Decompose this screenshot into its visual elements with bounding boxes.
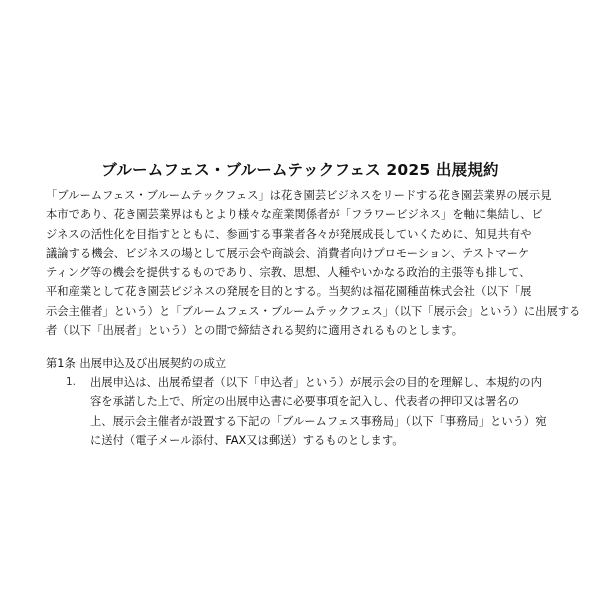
clause-body: [90, 373, 547, 450]
intro-line: 本市であり、花き園芸業界はもとより様々な産業関係者が「フラワービジネス」を軸に集結し、ビ: [46, 208, 543, 222]
clause-line: 容を承諾した上で、所定の出展申込書に必要事項を記入し、代表者の押印又は署名の: [90, 395, 520, 409]
clause-line: 出展申込は、出展希望者（以下「申込者」という）が展示会の目的を理解し、本規約の内: [90, 376, 542, 389]
clause-number: 1.: [66, 376, 77, 388]
clause-line: 上、展示会主催者が設置する下記の「ブルームフェス事務局」（以下「事務局」という）宛: [90, 414, 547, 428]
intro-line: 議論する機会、ビジネスの場として展示会や商談会、消費者向けプロモーション、テストマーケ: [46, 246, 530, 260]
intro-line: ジネスの活性化を目指すとともに、参画する事業者各々が発展成長していくために、知見共有や: [46, 227, 532, 241]
article-1-heading: 第1条 出展申込及び出展契約の成立: [46, 357, 227, 370]
document-title: ブルームフェス・ブルームテックフェス 2025 出展規約: [101, 161, 499, 179]
intro-line: 者（以下「出展者」という）との間で締結される契約に適用されるものとします。: [46, 324, 464, 338]
intro-line: 「ブルームフェス・ブルームテックフェス」は花き園芸ビジネスをリードする花き園芸業界の展示見: [46, 189, 552, 202]
intro-line: ティング等の機会を提供するものであり、宗教、思想、人種やいかなる政治的主張等も排して、: [46, 266, 531, 280]
intro-line: 平和産業として花き園芸ビジネスの発展を目的とする。当契約は福花園種苗株式会社（以下「展: [46, 285, 532, 299]
intro-paragraph: [46, 186, 581, 340]
intro-line: 示会主催者」という）と「ブルームフェス・ブルームテックフェス」（以下「展示会」という）に出展する: [46, 304, 581, 318]
clause-line: に送付（電子メール添付、FAX又は郵送）するものとします。: [90, 433, 404, 447]
